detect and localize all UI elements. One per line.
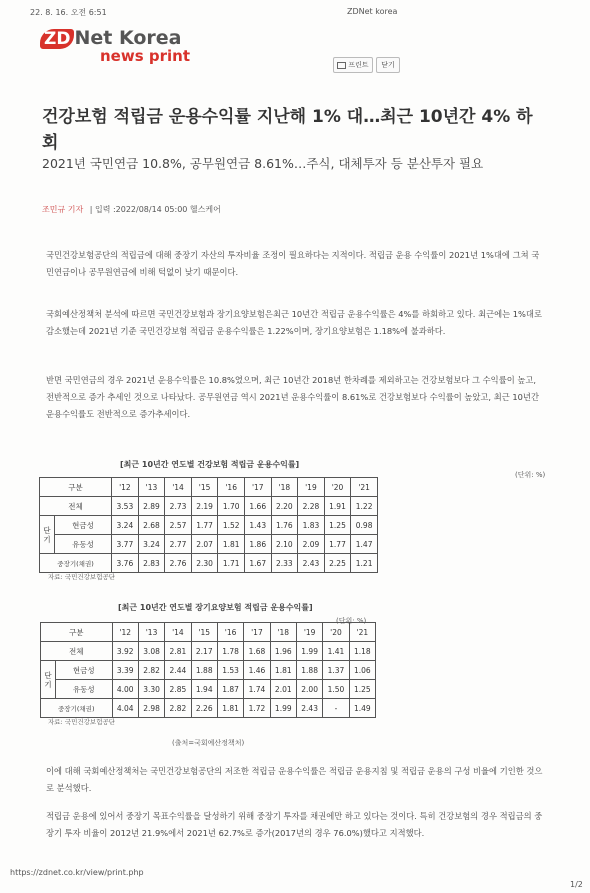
table1-cell: 2.77	[165, 535, 192, 554]
table1-header-year: '15	[191, 478, 218, 497]
print-page-number: 1/2	[570, 880, 583, 889]
close-button-label: 닫기	[381, 61, 395, 69]
table1-cell: 2.73	[165, 497, 192, 516]
table1-cell: 2.20	[271, 497, 298, 516]
table1-cell: 1.71	[218, 554, 245, 573]
table1-cell: 1.86	[244, 535, 271, 554]
table2-cell: 1.99	[270, 699, 296, 718]
table2-cell: 1.78	[217, 642, 243, 661]
zdnet-logo	[40, 27, 190, 65]
table2-cell: 3.39	[112, 661, 138, 680]
table2-header-year: '12	[112, 623, 138, 642]
table2-cell: 2.26	[191, 699, 217, 718]
table1-header-year: '13	[138, 478, 165, 497]
table2-cell: 3.08	[138, 642, 164, 661]
table2-unit: (단위: %)	[336, 617, 367, 625]
table1	[39, 477, 378, 573]
table2-cell: 2.81	[165, 642, 191, 661]
table2-header-year: '20	[323, 623, 349, 642]
author-link[interactable]: 조민규 기자	[42, 205, 84, 214]
table1-header-year: '14	[165, 478, 192, 497]
table2-header-year: '19	[296, 623, 322, 642]
table2-header-label: 구분	[41, 623, 113, 642]
table2-cell: 1.81	[217, 699, 243, 718]
table2-cell: 1.94	[191, 680, 217, 699]
table1-cell: 1.81	[218, 535, 245, 554]
print-site-name: ZDNet korea	[347, 7, 398, 16]
table1-cell: 1.67	[244, 554, 271, 573]
table2-cell: 1.87	[217, 680, 243, 699]
table1-cell: 2.89	[138, 497, 165, 516]
table1-header-year: '16	[218, 478, 245, 497]
table1-cell: 2.30	[191, 554, 218, 573]
table1-cell: 1.21	[351, 554, 378, 573]
print-button-label: 프린트	[348, 61, 369, 69]
table2-cell: 1.96	[270, 642, 296, 661]
table1-header-year: '20	[324, 478, 351, 497]
table1-cell: 2.33	[271, 554, 298, 573]
paragraph-4: 이에 대해 국회예산정책처는 국민건강보험공단의 저조한 적립금 운용수익률은 적립금 운용지침 및 적립금 운용의 구성 비율에 기인한 것으로 분석했다.	[46, 766, 543, 793]
table1-row-label: 중장기(채권)	[40, 554, 112, 573]
table2-cell: 2.17	[191, 642, 217, 661]
table2-cell: 1.68	[244, 642, 270, 661]
print-button[interactable]	[333, 57, 373, 73]
table-source-note: (출처=국회예산정책처)	[172, 739, 245, 747]
table2-cell: 1.49	[349, 699, 375, 718]
table2-cell: 1.46	[244, 661, 270, 680]
byline	[42, 204, 221, 215]
table1-cell: 2.83	[138, 554, 165, 573]
table2-cell: 2.00	[296, 680, 322, 699]
table2-cell: 2.82	[165, 699, 191, 718]
table1-cell: 2.25	[324, 554, 351, 573]
table1-header-year: '12	[112, 478, 139, 497]
table1-cell: 2.07	[191, 535, 218, 554]
table1-cell: 1.77	[324, 535, 351, 554]
print-url: https://zdnet.co.kr/view/print.php	[10, 868, 144, 877]
table2-cell: 1.53	[217, 661, 243, 680]
table2-cell: 1.37	[323, 661, 349, 680]
close-button[interactable]	[376, 57, 400, 73]
table1-caption: [최근 10년간 연도별 건강보험 적립금 운용수익률]	[120, 460, 300, 469]
table2-cell: 2.01	[270, 680, 296, 699]
table1-cell: 3.77	[112, 535, 139, 554]
table2-cell: 2.43	[296, 699, 322, 718]
table2-cell: 2.82	[138, 661, 164, 680]
table1-cell: 1.47	[351, 535, 378, 554]
table2-cell: 1.18	[349, 642, 375, 661]
table1-cell: 2.19	[191, 497, 218, 516]
table2-cell: 1.06	[349, 661, 375, 680]
paragraph-3: 반면 국민연금의 경우 2021년 운용수익률은 10.8%였으며, 최근 10년간 2018년 한차례를 제외하고는 건강보험보다 그 수익률이 높고, 전반적으로 증가 추세인 것으로 나타났다. 공무원연금 역시 2021년 운용수익률이 8.61%로 건강보험보다 수익률이 높았고, 최근 10년간 운용수익률도 전반적으로 증가추세이다.	[46, 375, 539, 419]
table1-cell: 1.66	[244, 497, 271, 516]
table1-cell: 1.70	[218, 497, 245, 516]
logo-news-print: news print	[100, 47, 190, 65]
table1-cell: 1.83	[298, 516, 325, 535]
table1-header-year: '21	[351, 478, 378, 497]
table2-cell: 1.74	[244, 680, 270, 699]
table1-cell: 1.25	[324, 516, 351, 535]
table1-cell: 3.53	[112, 497, 139, 516]
table1-cell: 3.24	[112, 516, 139, 535]
table1-cell: 1.52	[218, 516, 245, 535]
table2-row-label: 현금성	[56, 661, 113, 680]
table1-cell: 0.98	[351, 516, 378, 535]
table2-cell: 1.99	[296, 642, 322, 661]
paragraph-2: 국회예산정책처 분석에 따르면 국민건강보험과 장기요양보험은최근 10년간 적립금 운용수익률은 4%를 하회하고 있다. 최근에는 1%대로 감소했는데 2021년 기준 국민건강보험 적립금 운용수익률은 1.22%이며, 장기요양보험은 1.18%에 불과하다.	[46, 309, 542, 336]
table2-cell: 1.88	[296, 661, 322, 680]
table2-cell: 1.81	[270, 661, 296, 680]
table2-cell: 2.44	[165, 661, 191, 680]
table1-row-label: 유동성	[55, 535, 112, 554]
table1-cell: 1.43	[244, 516, 271, 535]
table2-group-label: 단기	[41, 661, 56, 699]
table2-header-year: '17	[244, 623, 270, 642]
print-datetime: 22. 8. 16. 오전 6:51	[30, 8, 107, 17]
article-subtitle: 2021년 국민연금 10.8%, 공무원연금 8.61%…주식, 대체투자 등 분산투자 필요	[42, 156, 484, 171]
table2-header-year: '15	[191, 623, 217, 642]
table2-row-label: 유동성	[56, 680, 113, 699]
table1-cell: 2.43	[298, 554, 325, 573]
table1-cell: 3.24	[138, 535, 165, 554]
table1-cell: 3.76	[112, 554, 139, 573]
table1-cell: 2.09	[298, 535, 325, 554]
table1-group-label: 단기	[40, 516, 55, 554]
table1-cell: 2.28	[298, 497, 325, 516]
table2-cell: 2.85	[165, 680, 191, 699]
table2-row-label: 전체	[41, 642, 113, 661]
table2-cell: 3.92	[112, 642, 138, 661]
logo-net-korea: Net Korea	[74, 27, 182, 49]
table2-header-year: '14	[165, 623, 191, 642]
table1-header-year: '19	[298, 478, 325, 497]
logo-zd-mark: ZD	[40, 29, 74, 49]
table1-cell: 1.77	[191, 516, 218, 535]
table2-caption: [최근 10년간 연도별 장기요양보험 적립금 운용수익률]	[118, 603, 313, 612]
table2-cell: 4.00	[112, 680, 138, 699]
table2-cell: 1.41	[323, 642, 349, 661]
table1-row-label: 전체	[40, 497, 112, 516]
table1-cell: 2.10	[271, 535, 298, 554]
table1-cell: 2.68	[138, 516, 165, 535]
table1-header-year: '18	[271, 478, 298, 497]
paragraph-1: 국민건강보험공단의 적립금에 대해 중장기 자산의 투자비율 조정이 필요하다는 지적이다. 적립금 운용 수익률이 2021년 1%대에 그쳐 국민연금이나 공무원연금에 비해 턱없이 낮기 때문이다.	[46, 250, 540, 277]
table1-cell: 2.76	[165, 554, 192, 573]
table2-cell: 1.88	[191, 661, 217, 680]
table2	[40, 622, 376, 718]
table1-row-label: 현금성	[55, 516, 112, 535]
table2-header-year: '21	[349, 623, 375, 642]
table1-header-label: 구분	[40, 478, 112, 497]
article-title: 건강보험 적립금 운용수익률 지난해 1% 대…최근 10년간 4% 하회	[42, 107, 533, 153]
table2-cell: -	[323, 699, 349, 718]
table1-cell: 2.57	[165, 516, 192, 535]
table2-header-year: '13	[138, 623, 164, 642]
printer-icon	[337, 62, 346, 69]
table2-source: 자료: 국민건강보험공단	[48, 718, 116, 726]
table2-header-year: '18	[270, 623, 296, 642]
table2-cell: 2.98	[138, 699, 164, 718]
table1-cell: 1.22	[351, 497, 378, 516]
table1-cell: 1.91	[324, 497, 351, 516]
table2-cell: 1.72	[244, 699, 270, 718]
table1-unit: (단위: %)	[515, 471, 546, 479]
table2-cell: 3.30	[138, 680, 164, 699]
table2-cell: 1.25	[349, 680, 375, 699]
table2-cell: 4.04	[112, 699, 138, 718]
table2-header-year: '16	[217, 623, 243, 642]
table2-row-label: 중장기(채권)	[41, 699, 113, 718]
table1-header-year: '17	[244, 478, 271, 497]
table1-cell: 1.76	[271, 516, 298, 535]
table2-cell: 1.50	[323, 680, 349, 699]
paragraph-5: 적립금 운용에 있어서 중장기 목표수익률을 달성하기 위해 중장기 투자를 채권에만 하고 있다는 것이다. 특히 건강보험의 경우 적립금의 중장기 투자 비율이 2012년 21.9%에서 2021년 62.7%로 증가(2017년의 경우 76.0%)했다고 지적했다.	[46, 811, 543, 838]
publish-meta: | 입력 :2022/08/14 05:00 헬스케어	[89, 205, 221, 214]
table1-source: 자료: 국민건강보험공단	[48, 573, 116, 581]
